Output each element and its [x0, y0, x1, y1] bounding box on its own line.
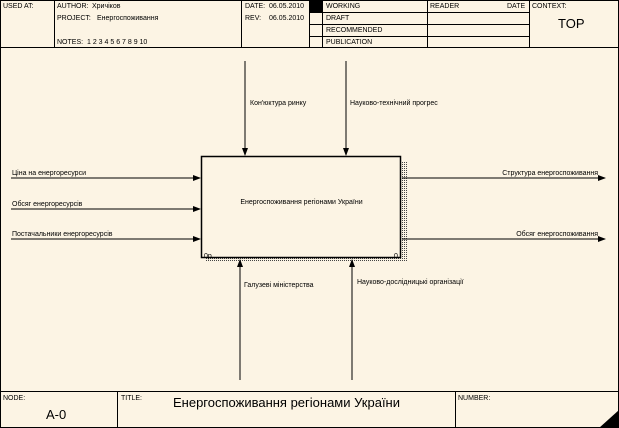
node-label: NODE: [3, 395, 26, 402]
input-label-1: Ціна на енергоресурси [12, 170, 86, 177]
output-label-2: Обсяг енергоспоживання [516, 231, 598, 238]
context-value: TOP [558, 16, 585, 31]
status-recommended: RECOMMENDED [326, 27, 383, 34]
input-label-2: Обсяг енергоресурсів [12, 201, 83, 208]
page-corner-mark [599, 410, 619, 428]
author-value: Хричіков [92, 3, 121, 10]
status-working: WORKING [326, 3, 361, 10]
rev-value: 06.05.2010 [269, 15, 305, 22]
working-status-marker [310, 1, 322, 12]
status-publication: PUBLICATION [326, 39, 373, 46]
number-label: NUMBER: [458, 395, 491, 402]
activity-box-number: 0 [394, 253, 398, 260]
rev-label: REV: [245, 15, 262, 22]
context-label: CONTEXT: [532, 3, 567, 10]
reader-date-label: DATE [507, 3, 526, 10]
used-at-label: USED AT: [3, 3, 34, 10]
notes-label: NOTES: [57, 39, 84, 46]
activity-box-label: Енергоспоживання регіонами України [240, 199, 363, 206]
notes-value: 1 2 3 4 5 6 7 8 9 10 [87, 39, 148, 46]
project-label: PROJECT: [57, 15, 91, 22]
mechanism-label-1: Галузеві міністерства [244, 282, 314, 289]
activity-box[interactable] [202, 157, 401, 258]
title-label: TITLE: [121, 395, 143, 402]
input-label-3: Постачальники енергоресурсів [12, 231, 113, 238]
date-value: 06.05.2010 [269, 3, 305, 10]
diagram-title: Енергоспоживання регіонами України [173, 395, 400, 410]
control-label-1: Кон'юктура ринку [250, 100, 307, 107]
project-value: Енергоспоживання [97, 15, 159, 22]
reader-label: READER [430, 3, 460, 10]
activity-box-cost: 0р. [204, 253, 214, 260]
control-label-2: Науково-технічний прогрес [350, 100, 438, 107]
author-label: AUTHOR: [57, 3, 89, 10]
output-label-1: Структура енергоспоживання [502, 170, 598, 177]
status-draft: DRAFT [326, 15, 350, 22]
date-label: DATE: [245, 3, 266, 10]
node-value: A-0 [46, 407, 67, 422]
mechanism-label-2: Науково-дослідницькі організації [357, 279, 464, 286]
